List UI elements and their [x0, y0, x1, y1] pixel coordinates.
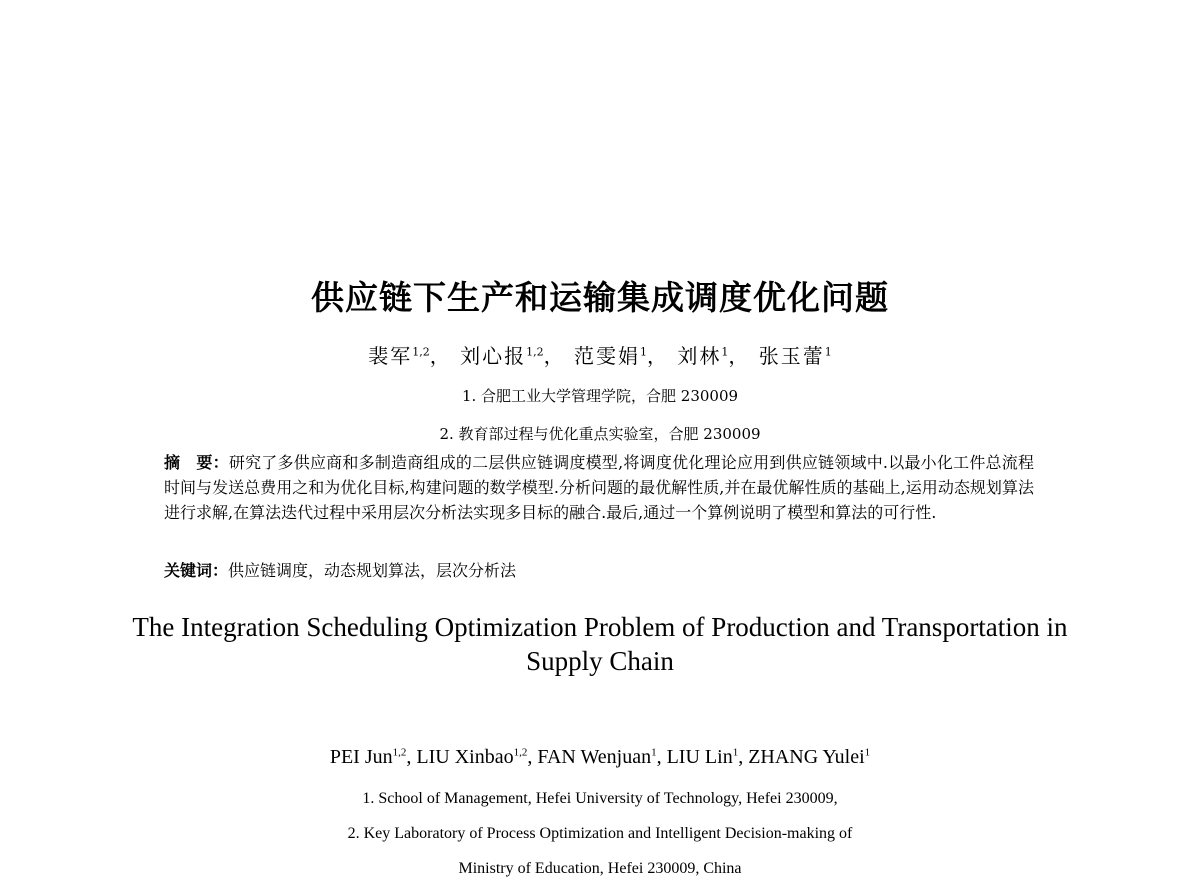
author-name: 张玉蕾 — [758, 344, 825, 368]
author-affiliation-marker: 1 — [732, 746, 739, 759]
author-name: 裴军 — [368, 344, 413, 368]
author-affiliation-marker: 1 — [864, 746, 871, 759]
author-separator: , — [656, 746, 667, 768]
author-name: 刘林 — [677, 344, 722, 368]
author-affiliation-marker: 1 — [824, 345, 832, 359]
author-affiliation-marker: 1 — [651, 746, 657, 759]
author-name: ZHANG Yulei — [748, 746, 865, 768]
author-affiliation-marker: 1,2 — [412, 345, 430, 359]
author-name: PEI Jun — [329, 746, 393, 768]
author-affiliation-marker: 1 — [640, 345, 647, 359]
author-separator: ， — [647, 344, 669, 368]
author-affiliation-marker: 1,2 — [513, 746, 528, 759]
author-affiliation-marker: 1,2 — [526, 345, 544, 359]
chinese-abstract — [164, 450, 1034, 525]
abstract-label: 摘 要： — [164, 453, 229, 472]
chinese-keywords — [164, 558, 516, 581]
author-separator: , — [527, 746, 538, 768]
author-separator: ， — [429, 344, 452, 368]
chinese-title: 供应链下生产和运输集成调度优化问题 — [311, 278, 889, 317]
english-affiliation-1: 1. School of Management, Hefei University of Technology, Hefei 230009, — [362, 790, 838, 807]
english-title: The Integration Scheduling Optimization Problem of Production and Transportation in Supply Chain — [132, 612, 1068, 676]
author-separator: , — [406, 746, 417, 768]
chinese-authors — [0, 340, 1200, 369]
author-separator: , — [738, 746, 749, 768]
author-affiliation-marker: 1 — [721, 345, 729, 359]
author-affiliation-marker: 1,2 — [392, 746, 407, 759]
chinese-affiliation-2: 2. 教育部过程与优化重点实验室，合肥 230009 — [439, 425, 761, 443]
keywords-label: 关键词： — [164, 561, 229, 580]
author-name: LIU Lin — [666, 746, 733, 768]
abstract-text: 研究了多供应商和多制造商组成的二层供应链调度模型,将调度优化理论应用到供应链领域中.以最小化工件总流程时间与发送总费用之和为优化目标,构建问题的数学模型.分析问题的最优解性质,并在最优解性质的基础上,运用动态规划算法进行求解,在算法迭代过程中采用层次分析法实现多目标的融合.最后,通过一个算例说明了模型和算法的可行性. — [164, 453, 1034, 522]
author-name: 刘心报 — [460, 344, 527, 368]
author-name: 范雯娟 — [574, 344, 640, 368]
author-separator: ， — [543, 344, 566, 368]
english-affiliation-2: 2. Key Laboratory of Process Optimization and Intelligent Decision-making of — [347, 825, 853, 842]
english-affiliation-3: Ministry of Education, Hefei 230009, China — [458, 860, 742, 877]
author-name: FAN Wenjuan — [537, 746, 652, 768]
author-separator: ， — [728, 344, 751, 368]
author-name: LIU Xinbao — [416, 746, 514, 768]
chinese-affiliation-1: 1. 合肥工业大学管理学院，合肥 230009 — [461, 387, 739, 405]
english-authors — [0, 746, 1200, 769]
keywords-text: 供应链调度，动态规划算法，层次分析法 — [228, 561, 517, 580]
